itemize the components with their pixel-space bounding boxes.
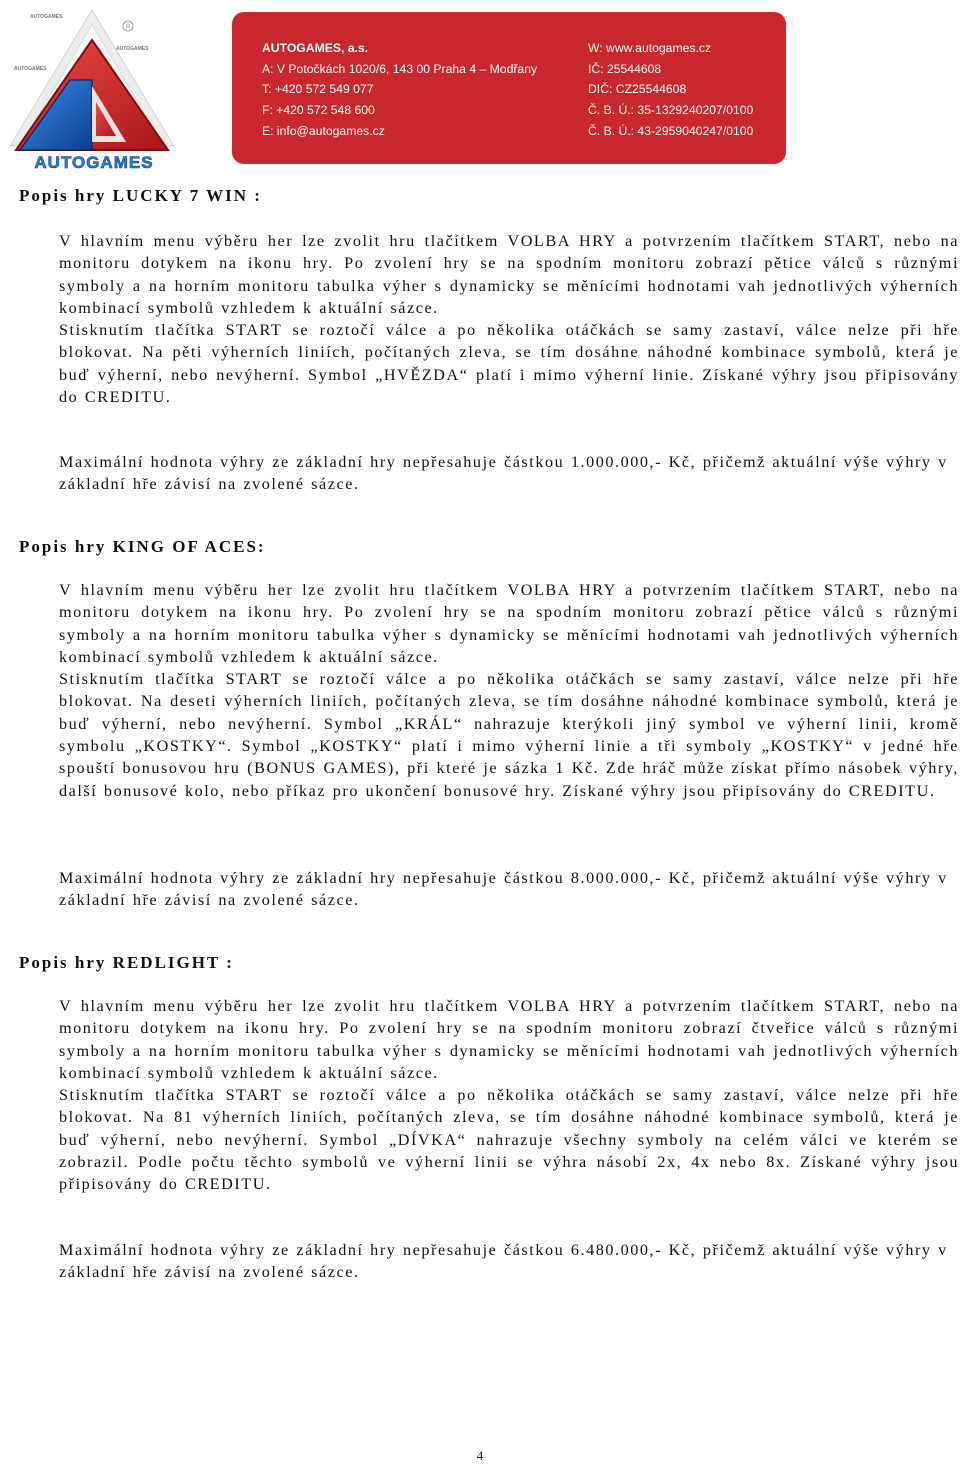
paragraph: Maximální hodnota výhry ze základní hry nepřesahuje částkou 1.000.000,- Kč, přičemž aktuální výše výhry v základní hře závisí na zvolené sázce. xyxy=(59,453,948,494)
company-email: E: info@autogames.cz xyxy=(262,123,385,138)
bank-account-2: Č. B. Ú.: 43-2959040247/0100 xyxy=(588,123,754,138)
company-phone: T: +420 572 549 077 xyxy=(262,82,374,97)
registration-column xyxy=(588,38,753,142)
page-number: 4 xyxy=(476,1448,484,1463)
section-title-lucky7: Popis hry LUCKY 7 WIN : xyxy=(19,186,262,205)
paragraph: V hlavním menu výběru her lze zvolit hru tlačítkem VOLBA HRY a potvrzením tlačítkem START, nebo na monitoru dotykem na ikonu hry. Po zvolení hry se na spodním monitoru zobrazí čtveřice válců s různými symboly a na horním monitoru tabulka výher s dynamicky se měnícími hodnotami vah jednotlivých výherních kombinací symbolů vzhledem k aktuální sázce. xyxy=(59,997,959,1082)
paragraph: Maximální hodnota výhry ze základní hry nepřesahuje částkou 6.480.000,- Kč, přičemž aktuální výše výhry v základní hře závisí na zvolené sázce. xyxy=(59,1241,948,1282)
section-body-lucky7 xyxy=(19,230,959,408)
letterhead-banner xyxy=(232,12,786,164)
company-address: A: V Potočkách 1020/6, 143 00 Praha 4 – Modřany xyxy=(262,61,538,76)
paragraph: Stisknutím tlačítka START se roztočí válce a po několika otáčkách se samy zastaví, válce nelze při hře blokovat. Na pěti výherních liniích, počítaných zleva, se tím dosáhne náhodné kombinace symbolů, která je buď výherní, nebo nevýherní. Symbol „HVĚZDA“ platí i mimo výherní linie. Získané výhry jsou připisovány do CREDITU. xyxy=(59,321,959,407)
max-win-note-king-of-aces xyxy=(19,867,959,912)
logo-triangle-icon xyxy=(4,6,180,156)
paragraph: V hlavním menu výběru her lze zvolit hru tlačítkem VOLBA HRY a potvrzením tlačítkem START, nebo na monitoru dotykem na ikonu hry. Po zvolení hry se na spodním monitoru zobrazí pětice válců s různými symboly a na horním monitoru tabulka výher s dynamicky se měnícími hodnotami vah jednotlivých výherních kombinací symbolů vzhledem k aktuální sázce. xyxy=(59,581,959,666)
company-dic: DIČ: CZ25544608 xyxy=(588,82,687,97)
paragraph: Stisknutím tlačítka START se roztočí válce a po několika otáčkách se samy zastaví, válce nelze při hře blokovat. Na deseti výherních liniích, počítaných zleva, se tím dosáhne náhodné kombinace symbolů, která je buď výherní, nebo nevýherní. Symbol „KRÁL“ nahrazuje kterýkoli jiný symbol ve výherní linii, kromě symbolu „KOSTKY“. Symbol „KOSTKY“ platí i mimo výherní linie a tři symboly „KOSTKY“ v jedné hře spouští bonusovou hru (BONUS GAMES), při které je sázka 1 Kč. Zde hráč může získat přímo násobek výhry, další bonusové kolo, nebo příkaz pro ukončení bonusové hry. Získané výhry jsou připisovány do CREDITU. xyxy=(59,670,959,800)
company-name: AUTOGAMES, a.s. xyxy=(262,41,369,55)
logo-wordmark: AUTOGAMES xyxy=(34,153,154,172)
logo-small-text: AUTOGAMES xyxy=(14,66,47,72)
section-title-king-of-aces: Popis hry KING OF ACES: xyxy=(19,537,266,556)
company-web: W: www.autogames.cz xyxy=(588,41,712,55)
max-win-note-lucky7 xyxy=(19,451,959,496)
paragraph: V hlavním menu výběru her lze zvolit hru tlačítkem VOLBA HRY a potvrzením tlačítkem START, nebo na monitoru dotykem na ikonu hry. Po zvolení hry se na spodním monitoru zobrazí pětice válců s různými symboly a na horním monitoru tabulka výher s dynamicky se měnícími hodnotami vah jednotlivých výherních kombinací symbolů vzhledem k aktuální sázce. xyxy=(59,232,959,317)
contact-column xyxy=(262,38,537,142)
bank-account-1: Č. B. Ú.: 35-1329240207/0100 xyxy=(588,103,754,118)
autogames-logo xyxy=(4,6,180,172)
logo-small-text: AUTOGAMES xyxy=(30,14,63,20)
section-title-redlight: Popis hry REDLIGHT : xyxy=(19,953,234,972)
logo-small-text: AUTOGAMES xyxy=(116,46,149,52)
paragraph: Stisknutím tlačítka START se roztočí válce a po několika otáčkách se samy zastaví, válce nelze při hře blokovat. Na 81 výherních liniích, počítaných zleva, se tím dosáhne náhodné kombinace symbolů, která je buď výherní, nebo nevýherní. Symbol „DÍVKA“ nahrazuje všechny symboly na celém válci ve kterém se zobrazil. Podle počtu těchto symbolů ve výherní linii se výhra násobí 2x, 4x nebo 8x. Získané výhry jsou připisovány do CREDITU. xyxy=(59,1086,959,1194)
company-fax: F: +420 572 548 600 xyxy=(262,103,375,118)
section-body-redlight xyxy=(19,995,959,1196)
company-ico: IČ: 25544608 xyxy=(588,61,662,76)
paragraph: Maximální hodnota výhry ze základní hry nepřesahuje částkou 8.000.000,- Kč, přičemž aktuální výše výhry v základní hře závisí na zvolené sázce. xyxy=(59,869,948,910)
section-body-king-of-aces xyxy=(19,579,959,802)
max-win-note-redlight xyxy=(19,1239,959,1284)
svg-text:R: R xyxy=(125,24,131,31)
